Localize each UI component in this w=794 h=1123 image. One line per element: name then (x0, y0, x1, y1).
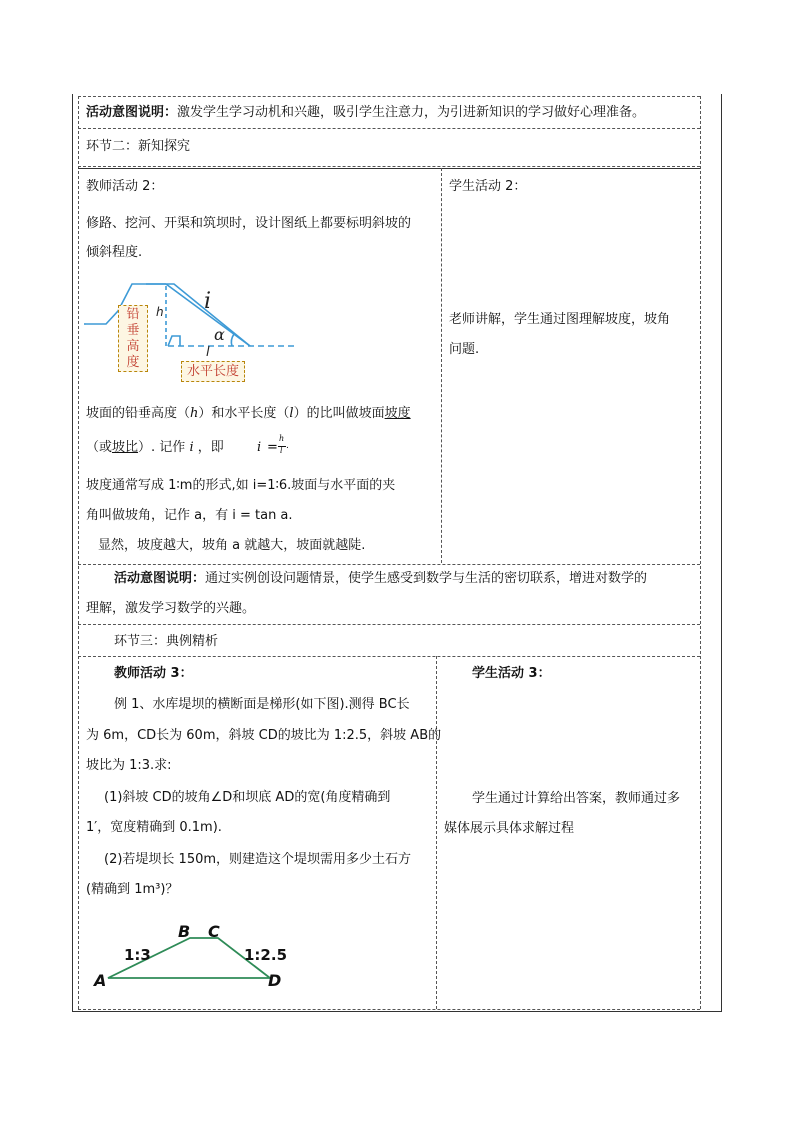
dam-outline (86, 284, 250, 346)
horizontal-length-box: 水平长度 (181, 361, 245, 382)
example-line-1: 例 1、水库堤坝的横断面是梯形(如下图).测得 BC长 (114, 697, 410, 712)
term-slope-gradient: 坡度 (384, 406, 411, 421)
form-line-2: 角叫做坡角，记作 a，有 i = tan a. (86, 508, 293, 523)
question-1-line-1: (1)斜坡 CD的坡角∠D和坝底 AD的宽(角度精确到 (104, 790, 391, 805)
inner-left-border (78, 96, 79, 1009)
row-divider (78, 564, 700, 565)
intent-label: 活动意图说明： (86, 105, 178, 120)
vertical-height-char: 铅 (126, 307, 140, 322)
vertical-height-char: 高 (126, 339, 140, 354)
term-slope-ratio: 坡比 (112, 440, 139, 455)
vertical-height-box (118, 305, 148, 372)
bottom-border-inner (78, 1009, 700, 1010)
definition-line-2: （或坡比）. 记作 i ，即 (86, 440, 224, 455)
student-activity-3-line-2: 媒体展示具体求解过程 (444, 821, 575, 836)
vertex-C: C (208, 922, 220, 941)
formula-numerator: h (279, 434, 285, 443)
formula-denominator: l (280, 446, 283, 455)
small-step (168, 336, 180, 346)
label-alpha: α (214, 325, 225, 344)
activity-intent-2-line-2: 理解，激发学习数学的兴趣。 (86, 601, 256, 616)
ratio-left: 1:3 (124, 946, 151, 964)
label-h: h (156, 305, 164, 319)
definition-line-1: 坡面的铅垂高度（h）和水平长度（l）的比叫做坡面坡度 (86, 406, 411, 421)
example-line-3: 坡比为 1:3.求: (86, 758, 172, 773)
conclusion-line: 显然，坡度越大，坡角 a 就越大，坡面就越陡. (98, 538, 366, 553)
outer-right-border (721, 94, 722, 1011)
activity-intent-2-line-1: 活动意图说明：通过实例创设问题情景，使学生感受到数学与生活的密切联系，增进对数学的 (114, 571, 648, 586)
outer-left-border (72, 94, 73, 1011)
inner-right-border (700, 96, 701, 1009)
section-2-title: 环节二：新知探究 (86, 139, 191, 154)
trapezoid-diagram (90, 918, 300, 996)
vertex-D: D (268, 971, 282, 990)
intro-line-1: 修路、挖河、开渠和筑坝时，设计图纸上都要标明斜坡的 (86, 216, 412, 231)
label-l: l (206, 345, 210, 360)
vertical-height-char: 垂 (126, 323, 140, 338)
column-divider (436, 656, 437, 1009)
top-border (78, 96, 700, 97)
row-divider (78, 168, 700, 169)
row-divider (78, 128, 700, 129)
vertical-height-char: 度 (126, 355, 140, 370)
student-activity-3-line-1: 学生通过计算给出答案，教师通过多 (472, 791, 681, 806)
teacher-activity-3-title: 教师活动 3： (114, 666, 193, 681)
bottom-border (72, 1011, 722, 1012)
intro-line-2: 倾斜程度. (86, 245, 143, 260)
vertex-A: A (94, 971, 107, 990)
angle-arc (231, 334, 234, 346)
question-2-line-1: (2)若堤坝长 150m，则建造这个堤坝需用多少土石方 (104, 852, 412, 867)
row-divider (78, 166, 700, 167)
row-divider (78, 656, 700, 657)
question-2-line-2: (精确到 1m³)？ (86, 882, 179, 897)
student-activity-3-title: 学生活动 3： (472, 666, 551, 681)
column-divider (441, 168, 442, 563)
intent-text: 激发学生学习动机和兴趣，吸引学生注意力，为引进新知识的学习做好心理准备。 (177, 105, 646, 120)
form-line-1: 坡度通常写成 1∶m的形式,如 i=1∶6.坡面与水平面的夹 (86, 478, 396, 493)
section-3-title: 环节三：典例精析 (114, 634, 219, 649)
student-activity-2-title: 学生活动 2： (449, 179, 527, 194)
activity-intent-row (86, 103, 645, 123)
student-activity-2-line-2: 问题. (449, 342, 480, 357)
student-activity-2-line-1: 老师讲解，学生通过图理解坡度，坡角 (449, 312, 671, 327)
ratio-right: 1:2.5 (244, 946, 288, 964)
row-divider (78, 624, 700, 625)
teacher-activity-2-title: 教师活动 2： (86, 179, 164, 194)
vertex-B: B (178, 922, 191, 941)
example-line-2: 为 6m，CD长为 60m，斜坡 CD的坡比为 1:2.5，斜坡 AB的 (86, 728, 442, 743)
label-i: i (204, 289, 212, 314)
question-1-line-2: 1′，宽度精确到 0.1m). (86, 820, 222, 835)
